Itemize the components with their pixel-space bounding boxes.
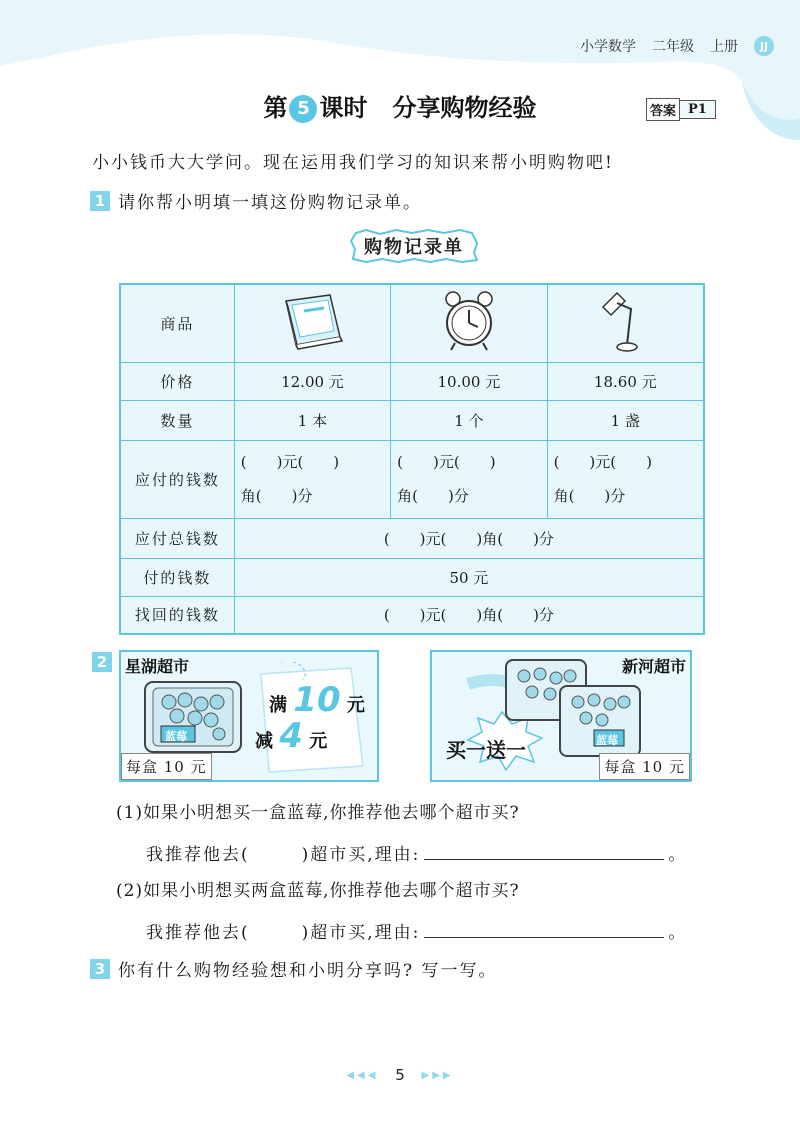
row-label: 商品 [120, 284, 234, 362]
quantity-cell: 1 盏 [547, 400, 704, 440]
question-3 [90, 956, 498, 981]
alarm-clock-icon [441, 289, 497, 353]
goods-cell [234, 284, 390, 362]
market-card-xinhe [430, 650, 692, 782]
answer-prefix: 我推荐他去( [146, 845, 250, 865]
change-amount-blank[interactable]: ( )元( )角( )分 [234, 596, 704, 634]
answer-prefix: 我推荐他去( [146, 923, 250, 943]
answer-line-2 [146, 918, 687, 943]
table-row [120, 518, 704, 558]
subject-label: 小学数学 [580, 39, 636, 55]
row-label: 应付的钱数 [120, 440, 234, 518]
answer-mid: )超市买,理由: [301, 923, 421, 943]
market-name: 新河超市 [621, 657, 686, 676]
blueberry-box-icon [139, 678, 249, 758]
due-line-1: ( )元( ) [240, 453, 340, 471]
forward-arrows-icon: ▶▶▶ [421, 1070, 454, 1081]
row-label: 数量 [120, 400, 234, 440]
goods-cell [391, 284, 547, 362]
promo-prefix: 减 [255, 731, 273, 752]
price-tag: 每盒 10 元 [599, 753, 690, 780]
back-arrows-icon: ◀◀◀ [346, 1070, 379, 1081]
answer-label: 答案 [646, 98, 680, 121]
volume-label: 上册 [710, 39, 738, 55]
row-label: 付的钱数 [120, 558, 234, 596]
market-card-xinghu [119, 650, 379, 782]
due-amount-blank[interactable] [234, 440, 390, 518]
edition-badge: JJ [754, 36, 774, 56]
due-line-2: 角( )分 [553, 487, 626, 505]
answer-line-1 [146, 840, 687, 865]
promo-number: 4 [279, 716, 303, 756]
answer-page: P1 [680, 100, 716, 119]
goods-cell [547, 284, 704, 362]
due-line-1: ( )元( ) [397, 453, 496, 471]
table-row [120, 558, 704, 596]
question-number: 3 [90, 959, 110, 979]
page-number: 5 [395, 1066, 405, 1084]
market-name: 星湖超市 [125, 657, 190, 676]
due-line-1: ( )元( ) [553, 453, 652, 471]
header-info [580, 36, 774, 56]
question-number: 2 [92, 652, 112, 672]
lesson-number: 5 [289, 95, 317, 123]
answer-end: 。 [668, 845, 688, 865]
box-label: 蓝莓 [165, 730, 187, 743]
table-row [120, 362, 704, 400]
row-label: 应付总钱数 [120, 518, 234, 558]
row-label: 找回的钱数 [120, 596, 234, 634]
due-amount-blank[interactable] [391, 440, 547, 518]
price-cell: 10.00 元 [391, 362, 547, 400]
due-line-2: 角( )分 [240, 487, 313, 505]
page-footer [0, 1066, 800, 1084]
sub-question-2: (2)如果小明想买两盒蓝莓,你推荐他去哪个超市买? [116, 881, 520, 901]
question-text: 你有什么购物经验想和小明分享吗? 写一写。 [118, 961, 498, 981]
reason-blank[interactable] [424, 841, 664, 860]
lesson-prefix: 第 [263, 94, 288, 122]
question-text: 请你帮小明填一填这份购物记录单。 [118, 193, 422, 213]
promo-prefix: 满 [269, 695, 287, 716]
intro-text: 小小钱币大大学问。现在运用我们学习的知识来帮小明购物吧! [92, 153, 614, 173]
box-label: 蓝莓 [596, 734, 618, 747]
record-title [350, 229, 478, 263]
record-title-text: 购物记录单 [364, 237, 464, 258]
due-line-2: 角( )分 [397, 487, 469, 505]
due-amount-blank[interactable] [547, 440, 704, 518]
price-cell: 12.00 元 [234, 362, 390, 400]
quantity-cell: 1 个 [391, 400, 547, 440]
paid-amount: 50 元 [234, 558, 704, 596]
promo-line-1 [269, 680, 365, 720]
sub-question-1: (1)如果小明想买一盒蓝莓,你推荐他去哪个超市买? [116, 803, 520, 823]
price-cell: 18.60 元 [547, 362, 704, 400]
grade-label: 二年级 [652, 39, 694, 55]
answer-mid: )超市买,理由: [301, 845, 421, 865]
question-1 [90, 188, 422, 213]
lesson-name: 分享购物经验 [392, 94, 537, 122]
shopping-record-table [119, 283, 705, 635]
answer-reference [646, 98, 716, 121]
promo-text: 买一送一 [446, 738, 526, 762]
row-label: 价格 [120, 362, 234, 400]
price-tag: 每盒 10 元 [121, 753, 212, 780]
table-row [120, 440, 704, 518]
table-row [120, 596, 704, 634]
answer-end: 。 [668, 923, 688, 943]
desk-lamp-icon [597, 289, 653, 353]
reason-blank[interactable] [424, 919, 664, 938]
promo-unit: 元 [309, 731, 328, 752]
book-icon [278, 291, 346, 351]
lesson-suffix: 课时 [319, 94, 368, 122]
promo-line-2 [255, 716, 327, 756]
question-number: 1 [90, 191, 110, 211]
table-row [120, 400, 704, 440]
promo-number: 10 [293, 680, 341, 720]
quantity-cell: 1 本 [234, 400, 390, 440]
table-row [120, 284, 704, 362]
promo-unit: 元 [346, 695, 365, 716]
total-amount-blank[interactable]: ( )元( )角( )分 [234, 518, 704, 558]
